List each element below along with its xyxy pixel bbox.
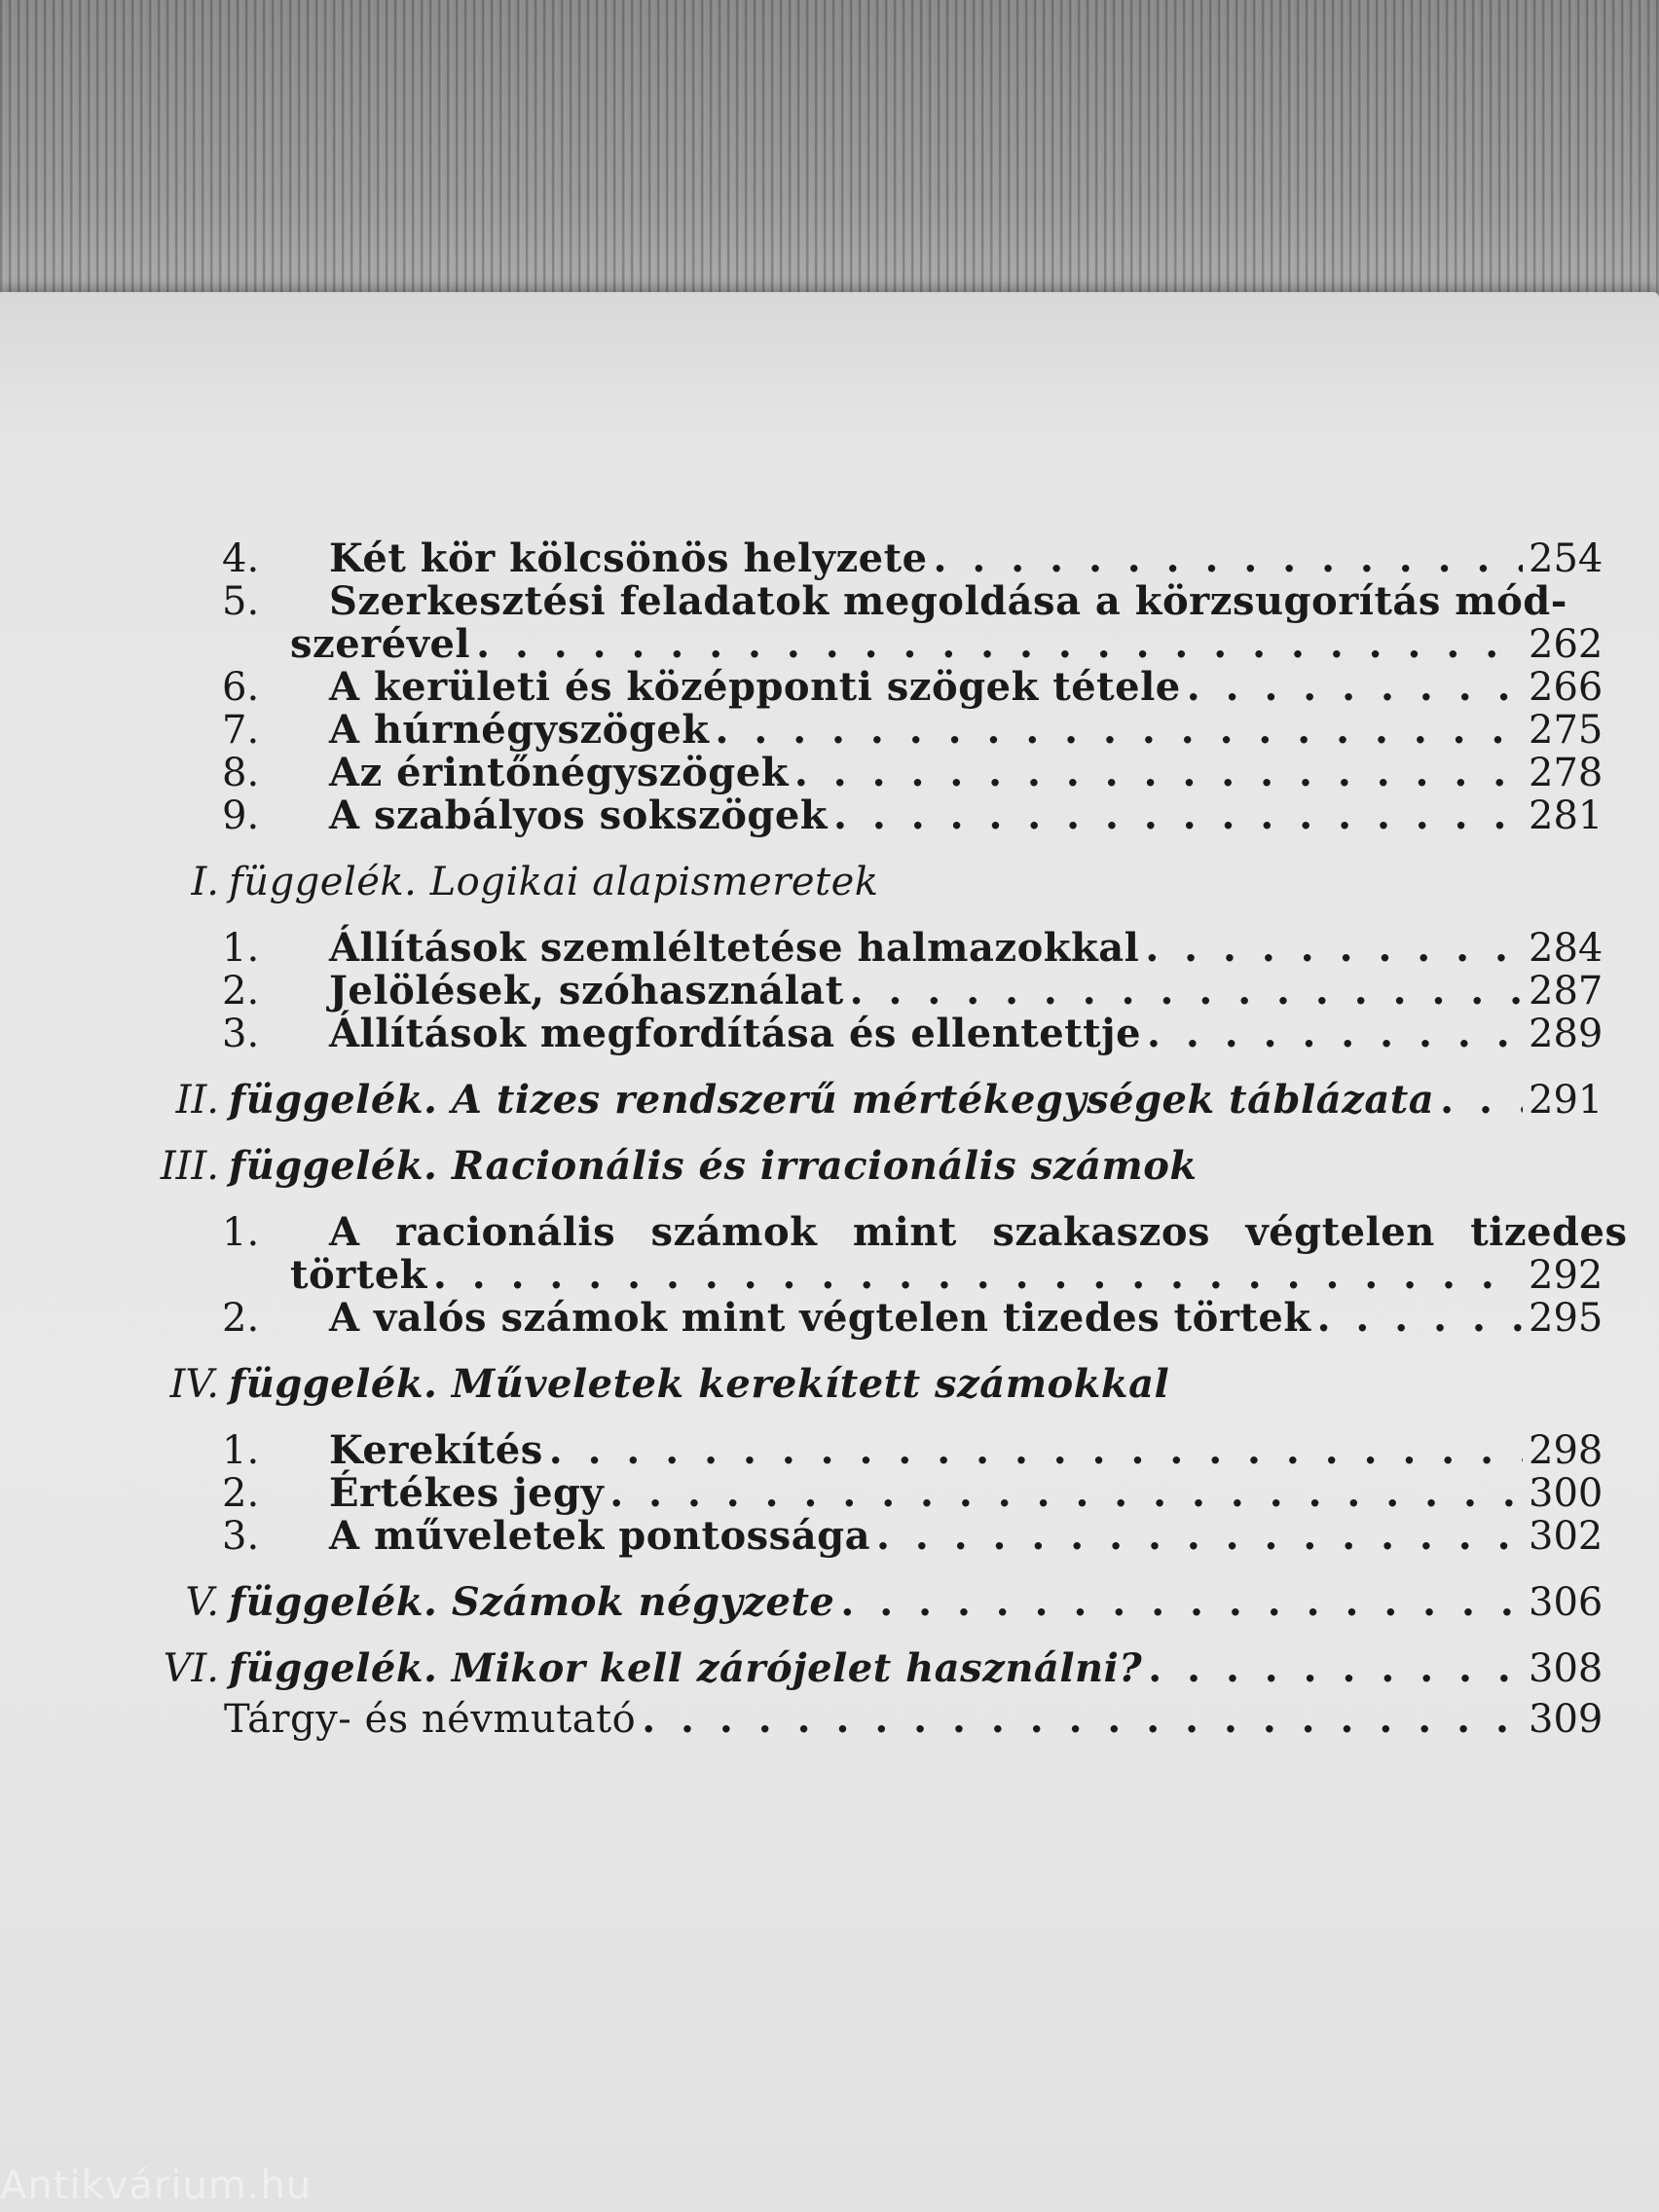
dot-leader — [549, 1429, 1523, 1472]
entry-title: Az érintőnégyszögek — [329, 750, 789, 795]
toc-entry — [117, 1209, 1628, 1255]
dot-leader — [794, 752, 1523, 794]
entry-title-line1: Szerkesztési feladatok megoldása a körzsugorítás mód- — [329, 578, 1567, 624]
appendix-roman: VI. — [163, 1646, 219, 1691]
toc-entry — [117, 664, 1604, 710]
toc-entry — [117, 1295, 1604, 1341]
toc-entry — [117, 580, 1597, 623]
appendix-heading — [117, 1077, 1604, 1123]
toc-entry — [117, 1427, 1604, 1473]
background-surface — [0, 0, 1659, 331]
entry-page: 309 — [1529, 1697, 1604, 1742]
toc-entry — [117, 793, 1604, 838]
entry-page: 262 — [1529, 622, 1604, 667]
dot-leader — [716, 709, 1524, 752]
entry-page: 287 — [1529, 969, 1604, 1014]
toc-entry — [117, 707, 1604, 753]
entry-title: Állítások szemléltetése halmazokkal — [329, 925, 1140, 971]
entry-page: 254 — [1529, 536, 1604, 581]
entry-page: 302 — [1529, 1514, 1604, 1559]
entry-title: A kerületi és középponti szögek tétele — [329, 664, 1181, 710]
entry-page: 292 — [1529, 1253, 1604, 1298]
appendix-heading — [117, 1363, 1597, 1406]
dot-leader — [433, 1254, 1523, 1297]
entry-page: 306 — [1529, 1580, 1604, 1625]
appendix-heading — [117, 1645, 1604, 1691]
appendix-heading — [117, 1145, 1597, 1188]
dot-leader — [476, 623, 1523, 666]
entry-page: 300 — [1529, 1471, 1604, 1516]
entry-page: 295 — [1529, 1296, 1604, 1341]
entry-number: 2. — [222, 1471, 260, 1516]
entry-number: 8. — [222, 751, 260, 795]
entry-page: 308 — [1529, 1646, 1604, 1691]
entry-title: Értékes jegy — [329, 1470, 605, 1516]
dot-leader — [1317, 1297, 1523, 1340]
dot-leader — [840, 1581, 1523, 1624]
toc-entry-continuation — [117, 1252, 1604, 1298]
appendix-title: függelék. Műveletek kerekített számokkal — [229, 1361, 1170, 1407]
index-title: Tárgy- és névmutató — [224, 1697, 637, 1742]
entry-page: 298 — [1529, 1428, 1604, 1473]
appendix-title: függelék. Számok négyzete — [229, 1579, 835, 1625]
entry-number: 2. — [222, 969, 260, 1014]
entry-page: 278 — [1529, 751, 1604, 795]
entry-title-line2: szerével — [290, 621, 471, 667]
toc-entry — [117, 1513, 1604, 1559]
entry-title: Két kör kölcsönös helyzete — [329, 535, 928, 581]
entry-number: 9. — [222, 793, 260, 838]
entry-page: 275 — [1529, 708, 1604, 753]
toc-entry — [117, 535, 1604, 581]
appendix-title: függelék. A tizes rendszerű mértékegységek táblázata — [229, 1077, 1435, 1123]
entry-title-line1: A racionális számok mint szakaszos végtelen tizedes — [329, 1209, 1628, 1255]
appendix-heading — [117, 861, 1597, 903]
appendix-title: függelék. Mikor kell zárójelet használni? — [229, 1645, 1143, 1691]
dot-leader — [850, 970, 1523, 1013]
toc-entry — [117, 925, 1604, 971]
entry-title: A szabályos sokszögek — [329, 793, 829, 838]
dot-leader — [833, 794, 1523, 837]
entry-number: 3. — [222, 1012, 260, 1056]
appendix-title: függelék. Logikai alapismeretek — [229, 860, 879, 904]
dot-leader — [876, 1515, 1523, 1558]
dot-leader — [1187, 666, 1523, 709]
toc-entry — [117, 1470, 1604, 1516]
toc-entry — [117, 1011, 1604, 1056]
entry-number: 4. — [222, 536, 260, 581]
dot-leader — [1148, 1647, 1523, 1690]
entry-number: 3. — [222, 1514, 260, 1559]
appendix-roman: II. — [175, 1078, 219, 1123]
entry-title: Állítások megfordítása és ellentettje — [329, 1011, 1142, 1056]
entry-number: 1. — [222, 926, 260, 971]
dot-leader — [1147, 1013, 1523, 1055]
appendix-heading — [117, 1579, 1604, 1625]
appendix-roman: V. — [185, 1580, 219, 1625]
table-of-contents — [117, 535, 1628, 1742]
entry-number: 6. — [222, 665, 260, 710]
watermark: Antikvárium.hu — [0, 2163, 313, 2208]
toc-entry — [117, 968, 1604, 1014]
entry-title: Jelölések, szóhasználat — [329, 968, 844, 1014]
entry-title: A valós számok mint végtelen tizedes törtek — [329, 1295, 1311, 1341]
entry-page: 289 — [1529, 1012, 1604, 1056]
entry-number: 1. — [222, 1210, 260, 1255]
appendix-title: függelék. Racionális és irracionális számok — [229, 1143, 1198, 1189]
toc-entry-continuation — [117, 621, 1604, 667]
toc-entry — [117, 750, 1604, 795]
entry-number: 7. — [222, 708, 260, 753]
dot-leader — [1145, 927, 1523, 970]
entry-number: 2. — [222, 1296, 260, 1341]
entry-number: 5. — [222, 579, 260, 624]
entry-number: 1. — [222, 1428, 260, 1473]
index-entry — [117, 1697, 1604, 1742]
entry-page: 281 — [1529, 793, 1604, 838]
appendix-roman: III. — [160, 1144, 219, 1189]
dot-leader — [609, 1472, 1523, 1515]
entry-page: 266 — [1529, 665, 1604, 710]
appendix-roman: I. — [191, 860, 219, 904]
entry-page: 284 — [1529, 926, 1604, 971]
dot-leader — [934, 537, 1523, 580]
entry-title: A húrnégyszögek — [329, 707, 710, 753]
entry-page: 291 — [1529, 1078, 1604, 1123]
entry-title: Kerekítés — [329, 1427, 543, 1473]
dot-leader — [1440, 1079, 1523, 1122]
entry-title-line2: törtek — [290, 1252, 427, 1298]
entry-title: A műveletek pontossága — [329, 1513, 870, 1559]
appendix-roman: IV. — [169, 1362, 219, 1407]
dot-leader — [642, 1698, 1523, 1741]
